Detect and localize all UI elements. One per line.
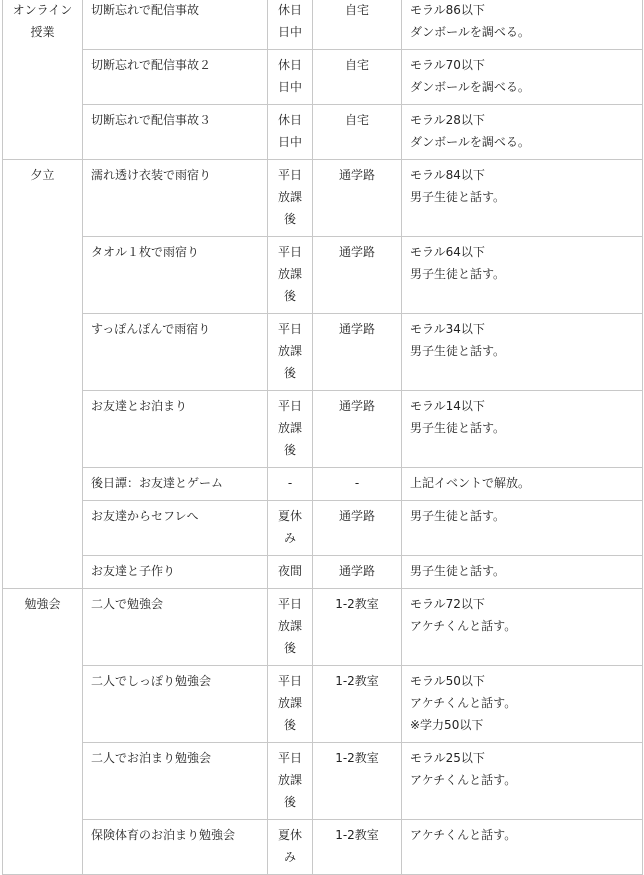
event-time-line: 平日	[277, 674, 302, 688]
event-time-line: 夏休み	[277, 828, 302, 864]
event-condition-cell	[402, 160, 643, 237]
event-condition-line: モラル50以下	[410, 674, 485, 688]
event-time-line: 放課後	[277, 344, 302, 380]
table-row	[3, 314, 643, 391]
event-condition-line: アケチくんと話す。	[410, 773, 517, 787]
category-cell: オンライン授業	[3, 0, 83, 160]
table-row	[3, 50, 643, 105]
event-time-line: 放課後	[277, 773, 302, 809]
event-place-cell: 自宅	[313, 0, 402, 50]
event-condition-cell	[402, 237, 643, 314]
event-time-cell	[268, 105, 313, 160]
event-time-line: 放課後	[277, 421, 302, 457]
table-row	[3, 666, 643, 743]
event-condition-line: アケチくんと話す。	[410, 828, 517, 842]
event-name-cell: 二人でしっぽり勉強会	[83, 666, 268, 743]
event-name-cell: 切断忘れで配信事故３	[83, 105, 268, 160]
table-row	[3, 391, 643, 468]
event-condition-cell	[402, 314, 643, 391]
event-condition-cell	[402, 556, 643, 589]
table-row	[3, 468, 643, 501]
event-time-line: 休日	[277, 3, 302, 17]
event-place-cell: 通学路	[313, 160, 402, 237]
event-time-line: 平日	[277, 597, 302, 611]
event-condition-line: ※学力50以下	[410, 718, 484, 732]
event-time-cell	[268, 501, 313, 556]
event-condition-cell	[402, 820, 643, 875]
event-condition-line: 上記イベントで解放。	[410, 476, 531, 490]
event-condition-line: 男子生徒と話す。	[410, 421, 506, 435]
event-time-line: 放課後	[277, 696, 302, 732]
event-time-cell	[268, 237, 313, 314]
event-condition-cell	[402, 743, 643, 820]
event-time-line: 日中	[277, 25, 302, 39]
event-condition-line: ダンボールを調べる。	[410, 80, 530, 94]
event-place-cell: 通学路	[313, 237, 402, 314]
event-place-cell: 1-2教室	[313, 743, 402, 820]
event-name-cell: すっぽんぽんで雨宿り	[83, 314, 268, 391]
event-name-cell: タオル１枚で雨宿り	[83, 237, 268, 314]
event-name-cell: 二人で勉強会	[83, 589, 268, 666]
event-time-cell	[268, 391, 313, 468]
event-condition-cell	[402, 105, 643, 160]
event-place-cell: 通学路	[313, 501, 402, 556]
event-place-cell: 自宅	[313, 105, 402, 160]
event-place-cell: 1-2教室	[313, 666, 402, 743]
event-time-cell	[268, 314, 313, 391]
event-time-line: 平日	[277, 168, 302, 182]
event-condition-line: モラル14以下	[410, 399, 485, 413]
event-place-cell: 通学路	[313, 314, 402, 391]
event-condition-cell	[402, 501, 643, 556]
table-row	[3, 556, 643, 589]
event-condition-line: モラル64以下	[410, 245, 485, 259]
event-name-cell: 保険体育のお泊まり勉強会	[83, 820, 268, 875]
event-time-cell	[268, 160, 313, 237]
table-row	[3, 105, 643, 160]
event-time-line: 夜間	[277, 564, 302, 578]
event-time-cell	[268, 743, 313, 820]
event-time-line: 平日	[277, 322, 302, 336]
event-condition-line: アケチくんと話す。	[410, 619, 517, 633]
event-condition-line: アケチくんと話す。	[410, 696, 517, 710]
event-time-line: 休日	[277, 58, 302, 72]
event-place-cell: -	[313, 468, 402, 501]
event-name-cell: お友達と子作り	[83, 556, 268, 589]
event-time-cell	[268, 820, 313, 875]
event-place-cell: 自宅	[313, 50, 402, 105]
event-table-body	[3, 0, 643, 875]
event-time-cell	[268, 556, 313, 589]
event-name-cell: 濡れ透け衣装で雨宿り	[83, 160, 268, 237]
event-time-line: 日中	[277, 80, 302, 94]
event-condition-cell	[402, 0, 643, 50]
table-row	[3, 501, 643, 556]
event-condition-line: モラル84以下	[410, 168, 485, 182]
event-time-line: 放課後	[277, 267, 302, 303]
category-cell: 夕立	[3, 160, 83, 589]
table-row	[3, 0, 643, 50]
event-name-cell: お友達とお泊まり	[83, 391, 268, 468]
table-row	[3, 743, 643, 820]
event-table	[2, 0, 643, 875]
event-condition-line: モラル70以下	[410, 58, 485, 72]
table-row	[3, 237, 643, 314]
event-condition-line: ダンボールを調べる。	[410, 25, 530, 39]
event-condition-line: 男子生徒と話す。	[410, 344, 506, 358]
event-time-line: 平日	[277, 399, 302, 413]
table-row	[3, 160, 643, 237]
event-place-cell: 通学路	[313, 391, 402, 468]
event-condition-line: モラル34以下	[410, 322, 485, 336]
event-time-cell	[268, 50, 313, 105]
event-time-line: 夏休み	[277, 509, 302, 545]
event-place-cell: 1-2教室	[313, 820, 402, 875]
event-time-cell	[268, 0, 313, 50]
event-condition-cell	[402, 468, 643, 501]
event-condition-line: 男子生徒と話す。	[410, 564, 506, 578]
event-name-cell: お友達からセフレへ	[83, 501, 268, 556]
event-time-cell	[268, 468, 313, 501]
event-name-cell: 二人でお泊まり勉強会	[83, 743, 268, 820]
event-condition-line: 男子生徒と話す。	[410, 267, 506, 281]
event-condition-line: モラル72以下	[410, 597, 485, 611]
event-name-cell: 切断忘れで配信事故２	[83, 50, 268, 105]
event-time-cell	[268, 666, 313, 743]
event-time-line: 放課後	[277, 190, 302, 226]
event-condition-line: ダンボールを調べる。	[410, 135, 530, 149]
event-place-cell: 通学路	[313, 556, 402, 589]
event-time-line: 日中	[277, 135, 302, 149]
event-condition-line: モラル86以下	[410, 3, 485, 17]
event-name-cell: 切断忘れで配信事故	[83, 0, 268, 50]
event-time-line: 放課後	[277, 619, 302, 655]
event-time-line: -	[287, 476, 293, 490]
event-time-line: 平日	[277, 245, 302, 259]
event-name-cell: 後日譚：お友達とゲーム	[83, 468, 268, 501]
event-condition-cell	[402, 50, 643, 105]
event-place-cell: 1-2教室	[313, 589, 402, 666]
event-condition-cell	[402, 391, 643, 468]
event-condition-line: 男子生徒と話す。	[410, 190, 506, 204]
table-row	[3, 589, 643, 666]
event-time-line: 休日	[277, 113, 302, 127]
event-condition-line: 男子生徒と話す。	[410, 509, 506, 523]
event-condition-line: モラル25以下	[410, 751, 485, 765]
table-row	[3, 820, 643, 875]
event-condition-line: モラル28以下	[410, 113, 485, 127]
category-cell: 勉強会	[3, 589, 83, 875]
event-condition-cell	[402, 666, 643, 743]
event-condition-cell	[402, 589, 643, 666]
event-time-cell	[268, 589, 313, 666]
event-time-line: 平日	[277, 751, 302, 765]
